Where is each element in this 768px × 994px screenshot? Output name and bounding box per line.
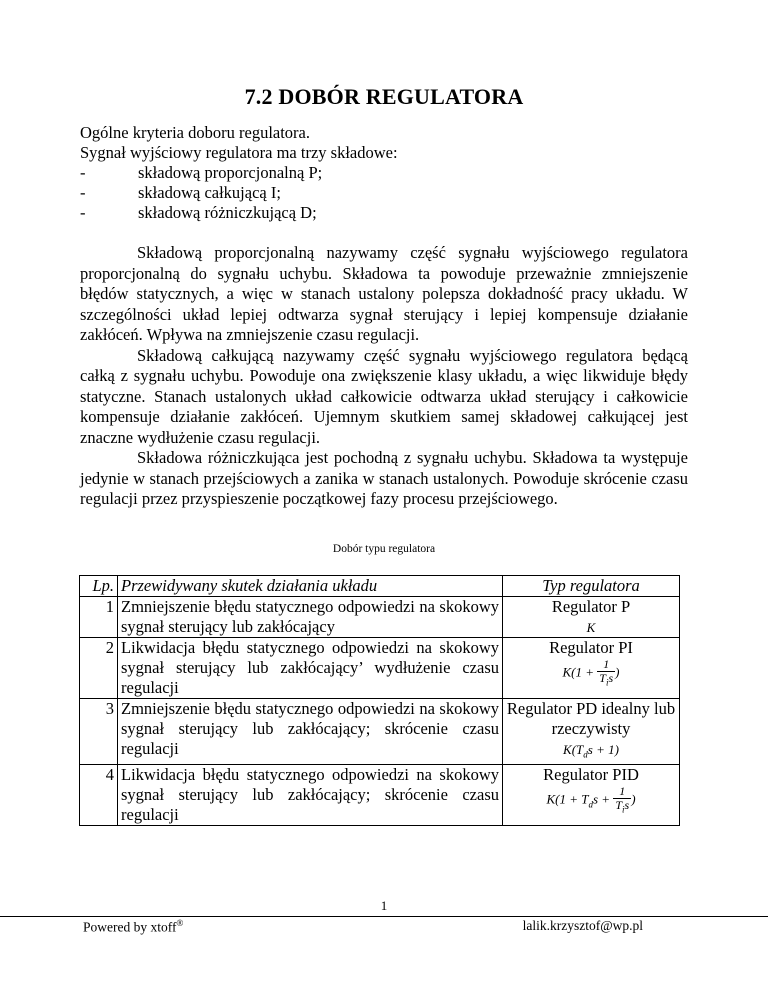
header-effect: Przewidywany skutek działania układu	[118, 576, 503, 597]
regulator-name: Regulator PI	[549, 638, 633, 657]
table-row	[80, 597, 680, 638]
cell-type	[503, 638, 680, 699]
header-lp: Lp.	[80, 576, 118, 597]
cell-type	[503, 597, 680, 638]
cell-lp: 1	[80, 597, 118, 638]
footer-divider	[0, 916, 768, 917]
paragraph: Składową proporcjonalną nazywamy część sygnału wyjściowego regulatora proporcjonalną do sygnału uchybu. Składowa ta powoduje przeważnie zmniejszenie błędów statycznych, a więc w stanach ustalony polepsza dokładność pracy układu. W szczególności układ lepiej odtwarza sygnał sterujący i lepiej kompensuje działanie zakłóceń. Wpływa na zmniejszenie czasu regulacji.	[80, 243, 688, 344]
table-row	[80, 764, 680, 825]
transfer-formula: K	[586, 620, 596, 635]
table-header-row	[80, 576, 680, 597]
cell-effect: Zmniejszenie błędu statycznego odpowiedzi na skokowy sygnał sterujący lub zakłócający	[118, 597, 503, 638]
list-dash: -	[80, 163, 86, 182]
transfer-formula: $K(1 + T_ds$ + $\frac{1}{T_is}$ )	[546, 783, 636, 814]
cell-lp: 4	[80, 764, 118, 825]
cell-lp: 3	[80, 699, 118, 765]
cell-lp: 2	[80, 638, 118, 699]
list-dash: -	[80, 183, 86, 202]
regulator-table	[79, 575, 680, 826]
paragraph: Składowa różniczkująca jest pochodną z sygnału uchybu. Składowa ta występuje jedynie w stanach przejściowych a zanika w stanach ustalonych. Powoduje skrócenie czasu regulacji przez przyspieszenie początkowej fazy procesu przejściowego.	[80, 448, 688, 508]
list-item-text: składową proporcjonalną P;	[138, 163, 323, 182]
list-item-text: składową całkującą I;	[138, 183, 281, 202]
list-item	[80, 163, 680, 183]
paragraph: Składową całkującą nazywamy część sygnału wyjściowego regulatora będącą całką z sygnału uchybu. Powoduje ona zwiększenie klasy układu, a więc likwiduje błędy statyczne. Stanach ustalonych układ całkowicie odtwarza układ sterujący i całkowicie kompensuje działanie zakłóceń. Ujemnym skutkiem samej składowej całkującej jest znaczne wydłużenie czasu regulacji.	[80, 345, 688, 447]
transfer-formula: K(1 + $\frac{1}{T_is}$ )	[562, 657, 620, 688]
cell-effect: Likwidacja błędu statycznego odpowiedzi na skokowy sygnał sterujący lub zakłócający; skrócenie czasu regulacji	[118, 764, 503, 825]
list-item-text: składową różniczkującą D;	[138, 203, 317, 222]
cell-type	[503, 699, 680, 765]
regulator-name: Regulator PD idealny lub rzeczywisty	[506, 699, 676, 738]
cell-effect: Likwidacja błędu statycznego odpowiedzi na skokowy sygnał sterujący lub zakłócający’ wydłużenie czasu regulacji	[118, 638, 503, 699]
footer-credit: Powered by xtoff®	[83, 918, 184, 935]
body-text	[80, 243, 688, 510]
table-row	[80, 699, 680, 765]
page-title: 7.2 DOBÓR REGULATORA	[244, 84, 524, 109]
intro-line: Sygnał wyjściowy regulatora ma trzy składowe:	[80, 143, 398, 162]
header-type: Typ regulatora	[503, 576, 680, 597]
regulator-name: Regulator P	[551, 597, 631, 616]
intro-line: Ogólne kryteria doboru regulatora.	[80, 123, 311, 142]
cell-effect: Zmniejszenie błędu statycznego odpowiedzi na skokowy sygnał sterujący lub zakłócający; skrócenie czasu regulacji	[118, 699, 503, 765]
page-number: 1	[380, 898, 388, 913]
cell-type	[503, 764, 680, 825]
list-item	[80, 183, 680, 203]
table-row	[80, 638, 680, 699]
table-caption: Dobór typu regulatora	[332, 543, 436, 555]
list-dash: -	[80, 203, 86, 222]
list-item	[80, 203, 680, 223]
transfer-formula: $K(T_ds + 1)$	[563, 742, 619, 760]
footer-email: lalik.krzysztof@wp.pl	[522, 918, 643, 933]
regulator-name: Regulator PID	[543, 764, 639, 784]
